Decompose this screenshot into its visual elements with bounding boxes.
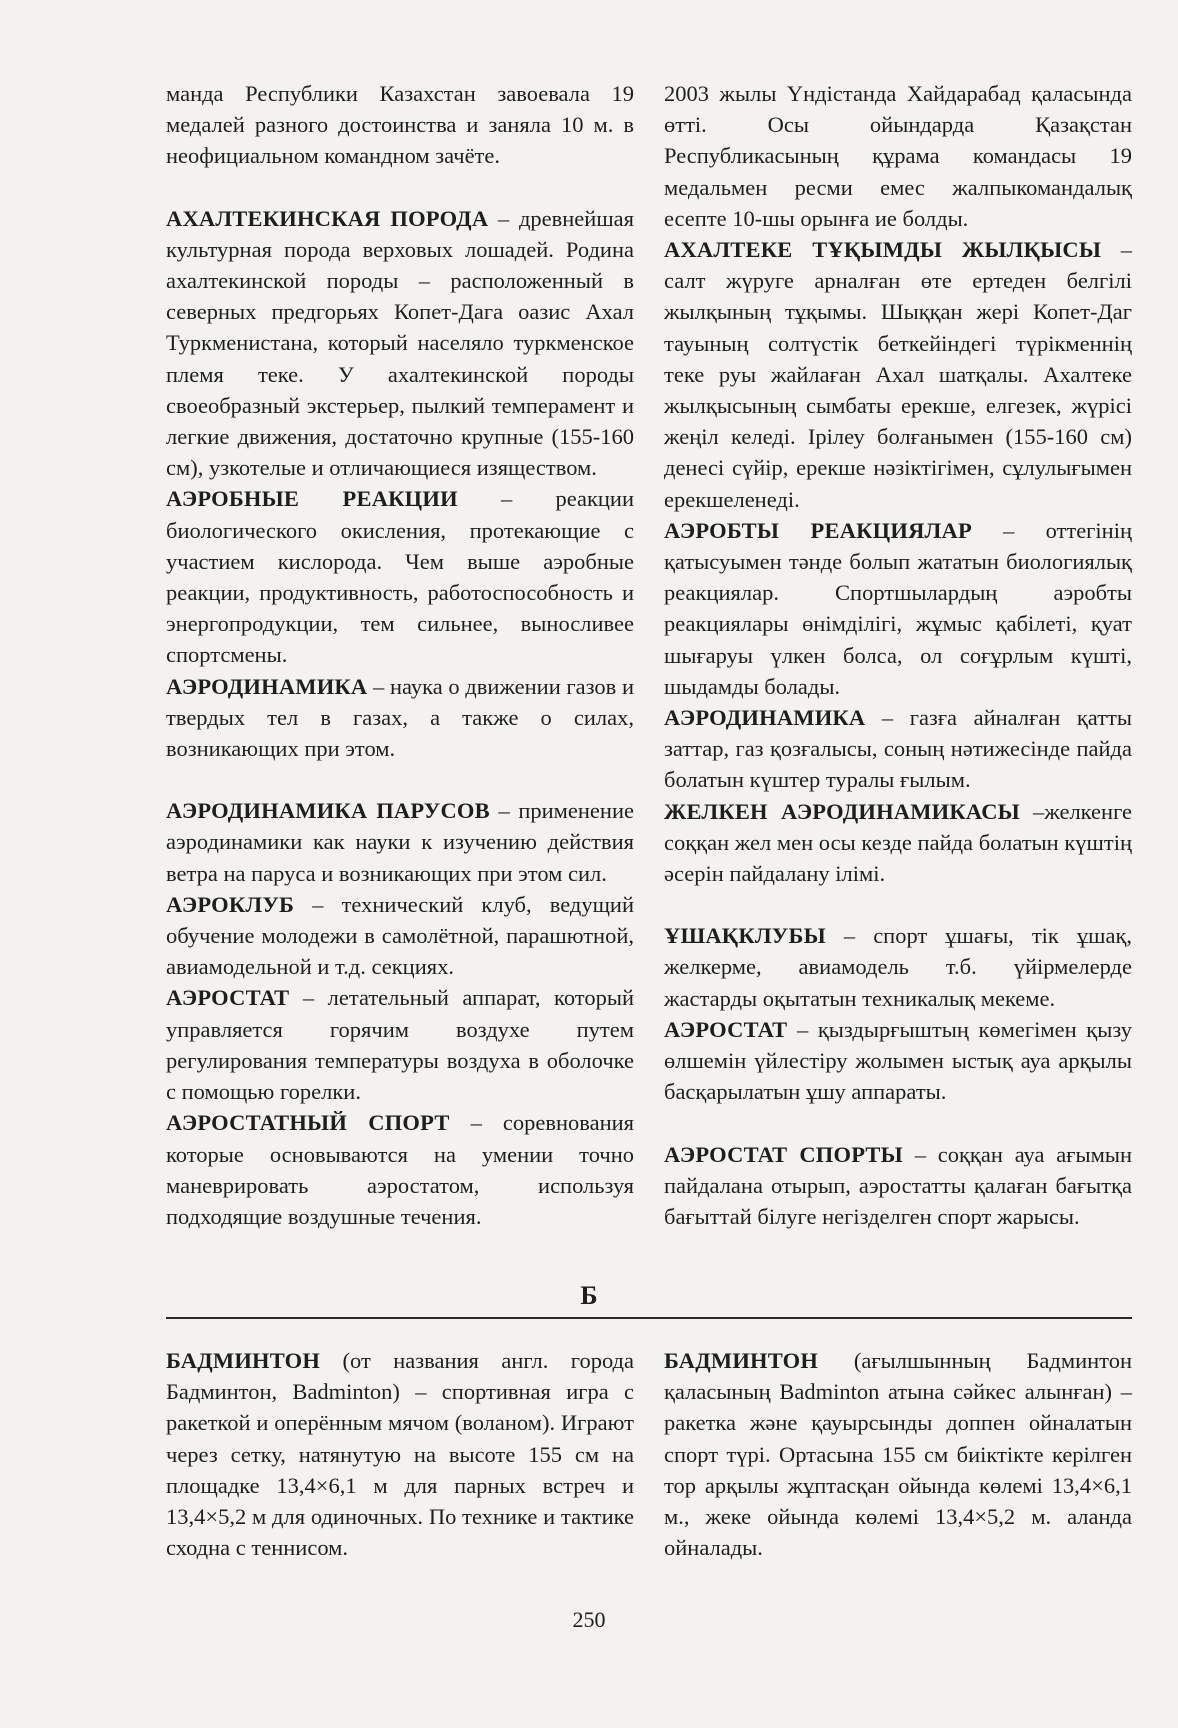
dictionary-entry	[664, 796, 1132, 890]
entry-term: АЭРОСТАТНЫЙ СПОРТ	[166, 1110, 450, 1136]
entry-term: АЭРОДИНАМИКА	[664, 705, 866, 731]
section-letter-heading: Б	[580, 1281, 598, 1310]
left-column-russian-section-b	[166, 1345, 634, 1563]
entry-definition: –желкенге соққан жел мен осы кезде пайда болатын күштің әсерін пайдалану ілімі.	[664, 798, 1132, 887]
entry-definition: – реакции биологического окисления, протекающие с участием кислорода. Чем выше аэробные реакции, продуктивность, работоспособность и энергопродукции, тем сильнее, выносливее спортсмены.	[166, 486, 635, 668]
dictionary-entry	[664, 78, 1132, 234]
entry-term: АЭРОСТАТ	[664, 1016, 788, 1042]
entry-definition: – технический клуб, ведущий обучение молодежи в самолётной, парашютной, авиамодельной и т.д. секциях.	[166, 891, 634, 980]
entry-definition: – оттегінің қатысуымен тәнде болып жататын биологиялық реакциялар. Спортшылардың аэробты реакциялары өнімділігі, жұмыс қабілеті, қуат шығаруы үлкен болса, ол соғұрлым күшті, шыдамды болады.	[664, 517, 1132, 699]
entry-definition: – древнейшая культурная порода верховых лошадей. Родина ахалтекинской породы – расположенный в северных предгорьях Копет-Дага оазис Ахал Туркменистана, который населяло туркменское племя теке. У ахалтекинской породы своеобразный экстерьер, пылкий темперамент и легкие движения, достаточно крупные (155-160 см), узкотелые и отличающиеся изяществом.	[166, 205, 634, 481]
dictionary-entry	[664, 1014, 1132, 1108]
dictionary-entry	[664, 1345, 1132, 1563]
entry-definition: манда Республики Казахстан завоевала 19 медалей разного достоинства и заняла 10 м. в неофициальном командном зачёте.	[166, 81, 634, 169]
entry-term: АЭРОБНЫЕ РЕАКЦИИ	[166, 486, 458, 512]
dictionary-entry	[664, 515, 1132, 702]
dictionary-entry	[166, 483, 634, 670]
entry-definition: 2003 жылы Үндістанда Хайдарабад қаласында өтті. Осы ойындарда Қазақстан Республикасының құрама командасы 19 медальмен ресми емес жалпыкомандалық есепте 10-шы орынға ие болды.	[664, 81, 1132, 231]
right-column-kazakh	[664, 78, 1132, 1232]
entry-term: АЭРОБТЫ РЕАКЦИЯЛАР	[664, 517, 972, 543]
entry-definition: (ағылшынның Бадминтон қаласының Badminton атына сәйкес алынған) – ракетка және қауырсынды доппен ойналатын спорт түрі. Ортасына 155 см биіктікте керілген тор арқылы жұптасқан ойында көлемі 13,4×6,1 м., жеке ойында көлемі 13,4×5,2 м. аланда ойналады.	[664, 1348, 1132, 1561]
entry-term: АХАЛТЕКИНСКАЯ ПОРОДА	[166, 205, 489, 231]
entry-term: АЭРОСТАТ СПОРТЫ	[664, 1141, 903, 1167]
dictionary-entry	[664, 1139, 1132, 1233]
entry-term: АХАЛТЕКЕ ТҰҚЫМДЫ ЖЫЛҚЫСЫ	[664, 237, 1102, 263]
entry-definition: – салт жүруге арналған өте ертеден белгілі жылқының тұқымы. Шыққан жері Копет-Даг тауының солтүстік беткейіндегі түрікменнің теке руы жайлаған Ахал шатқалы. Ахалтеке жылқысының сымбаты ерекше, елгезек, жүрісі жеңіл келеді. Ірілеу болғанымен (155-160 см) денесі сүйір, ерекше нәзіктігімен, сұлулығымен ерекшеленеді.	[664, 237, 1132, 512]
left-column-russian	[166, 78, 634, 1232]
right-column-kazakh-section-b	[664, 1345, 1132, 1563]
dictionary-entry	[166, 671, 634, 765]
dictionary-entry	[166, 1345, 634, 1563]
entry-definition: – применение аэродинамики как науки к изучению действия ветра на паруса и возникающих при этом сил.	[166, 798, 634, 886]
entry-term: АЭРОКЛУБ	[166, 891, 295, 917]
section-divider-rule	[166, 1317, 1132, 1319]
entry-term: ҰШАҚКЛУБЫ	[664, 923, 826, 949]
dictionary-entry	[664, 234, 1132, 515]
entry-definition: – соққан ауа ағымын пайдалана отырып, аэростатты қалаған бағытқа бағыттай білуге негізделген спорт жарысы.	[664, 1141, 1132, 1229]
page-number: 250	[572, 1607, 606, 1632]
entry-term: АЭРОДИНАМИКА	[166, 673, 368, 699]
dictionary-entry	[664, 702, 1132, 796]
entry-definition: – наука о движении газов и твердых тел в газах, а также о силах, возникающих при этом.	[166, 673, 634, 762]
entry-definition: (от названия англ. города Бадминтон, Badminton) – спортивная игра с ракеткой и оперённым мячом (воланом). Играют через сетку, натянутую на высоте 155 см на площадке 13,4×6,1 м для парных встреч и 13,4×5,2 м для одиночных. По технике и тактике сходна с теннисом.	[166, 1348, 634, 1561]
dictionary-entry	[166, 1107, 634, 1232]
entry-definition: – летательный аппарат, который управляется горячим воздухе путем регулирования температуры воздуха в оболочке с помощью горелки.	[166, 985, 634, 1105]
entry-definition: – қыздырғыштың көмегімен қызу өлшемін үйлестіру жолымен ыстық ауа арқылы басқарылатын ұшу аппараты.	[664, 1016, 1132, 1105]
dictionary-entry	[166, 203, 634, 484]
dictionary-entry	[166, 78, 634, 172]
entry-definition: – спорт ұшағы, тік ұшақ, желкерме, авиамодель т.б. үйірмелерде жастарды оқытатын техникалық мекеме.	[664, 923, 1132, 1011]
entry-term: БАДМИНТОН	[166, 1348, 321, 1373]
entry-term: ЖЕЛКЕН АЭРОДИНАМИКАСЫ	[664, 798, 1020, 824]
entry-definition: – соревнования которые основываются на умении точно маневрировать аэростатом, используя подходящие воздушные течения.	[166, 1110, 634, 1229]
dictionary-entry	[166, 795, 634, 889]
entry-term: АЭРОДИНАМИКА ПАРУСОВ	[166, 798, 490, 824]
dictionary-entry	[166, 889, 634, 983]
entry-term: БАДМИНТОН	[664, 1348, 819, 1373]
entry-definition: – газға айналған қатты заттар, газ қозғалысы, соның нәтижесінде пайда болатын күштер туралы ғылым.	[664, 705, 1132, 793]
entry-term: АЭРОСТАТ	[166, 985, 290, 1011]
dictionary-entry	[664, 920, 1132, 1014]
dictionary-entry	[166, 982, 634, 1107]
